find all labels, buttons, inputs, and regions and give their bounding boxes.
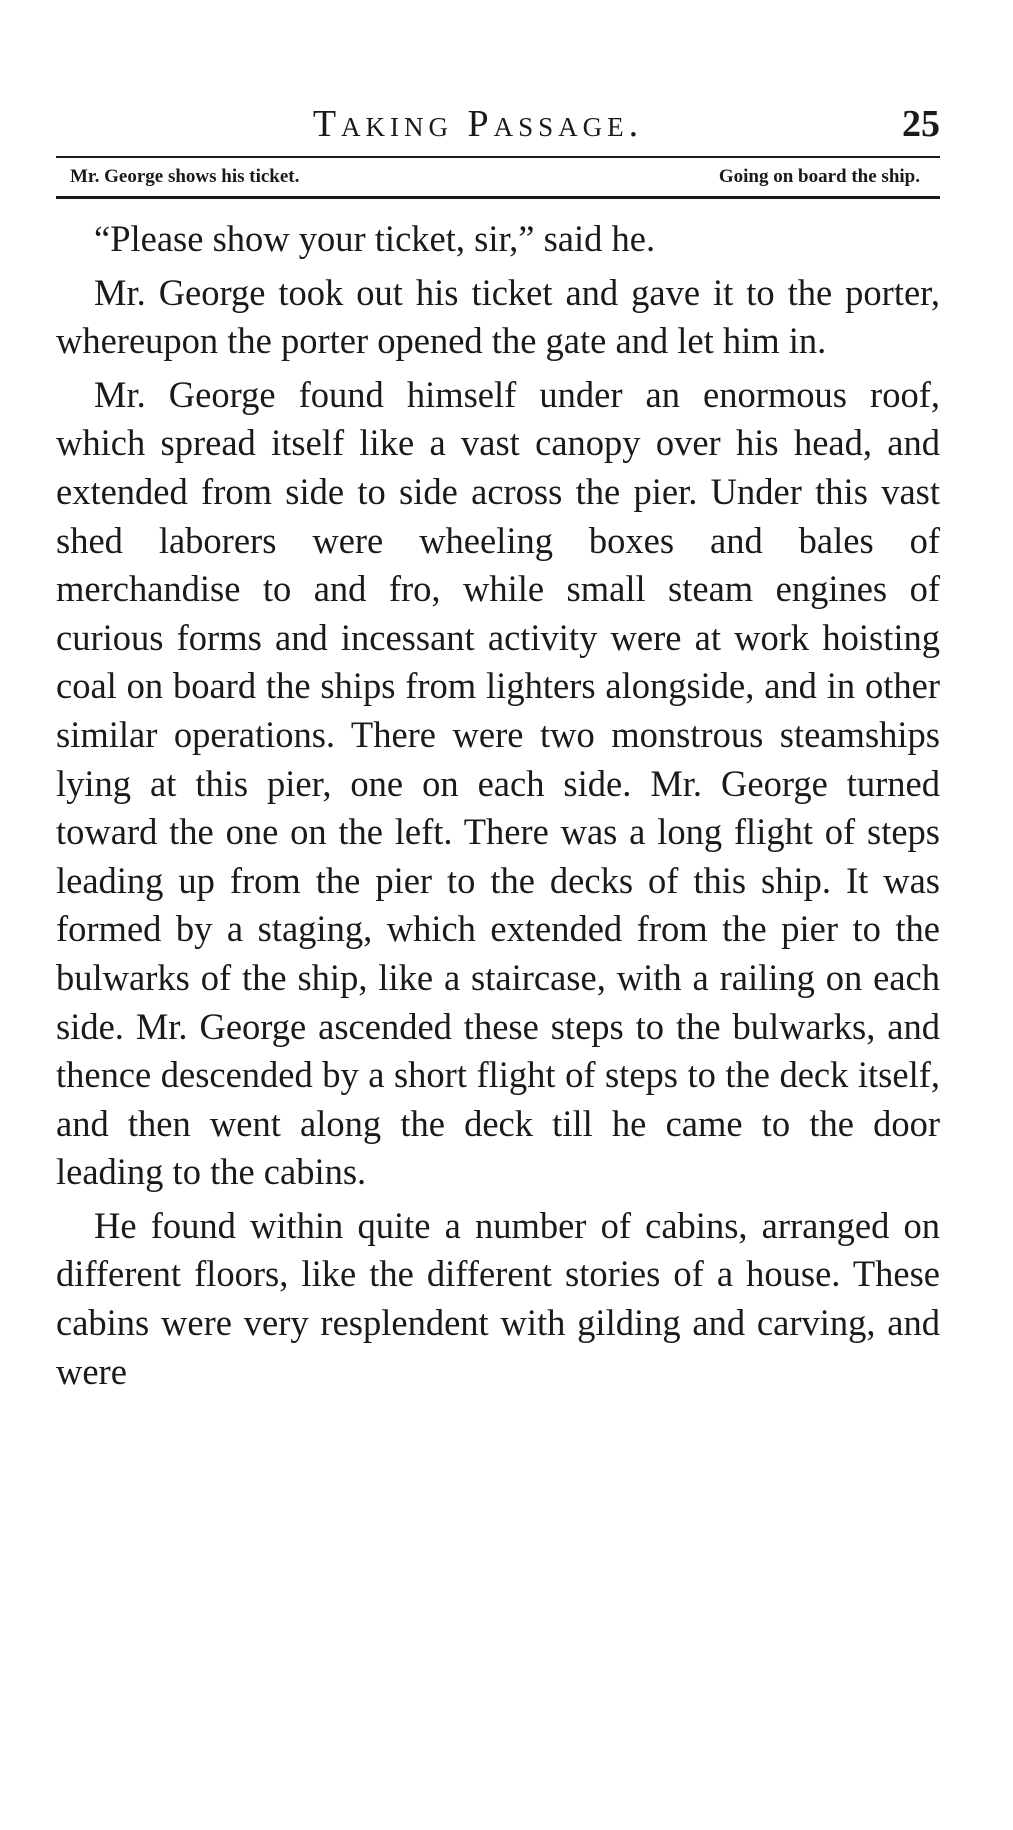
bottom-rule — [56, 196, 940, 199]
paragraph-4: He found within quite a number of cabins, arranged on different floors, like the different stories of a house. These cabins were very resplendent with gilding and carving, and were — [56, 1204, 940, 1392]
body-text — [56, 215, 940, 1396]
running-title: Taking Passage. — [312, 103, 644, 145]
book-page — [56, 100, 940, 1396]
paragraph-1: “Please show your ticket, sir,” said he. — [94, 218, 656, 259]
running-head — [56, 100, 940, 156]
headnote-left: Mr. George shows his ticket. — [70, 166, 300, 187]
page-number: 25 — [902, 103, 940, 145]
headnotes — [56, 158, 940, 196]
paragraph-2: Mr. George took out his ticket and gave it to the porter, whereupon the porter opened the gate and let him in. — [56, 271, 940, 362]
paragraph-3: Mr. George found himself under an enormous roof, which spread itself like a vast canopy over his head, and extended from side to side across the pier. Under this vast shed laborers were wheeling boxes and bales of merchandise to and fro, while small steam engines of curious forms and incessant activity were at work hoisting coal on board the ships from lighters alongside, and in other similar operations. There were two monstrous steamships lying at this pier, one on each side. Mr. George turned toward the one on the left. There was a long flight of steps leading up from the pier to the decks of this ship. It was formed by a staging, which extended from the pier to the bulwarks of the ship, like a staircase, with a railing on each side. Mr. George ascended these steps to the bulwarks, and thence descended by a short flight of steps to the deck itself, and then went along the deck till he came to the door leading to the cabins. — [56, 373, 940, 1193]
headnote-right: Going on board the ship. — [718, 166, 920, 187]
